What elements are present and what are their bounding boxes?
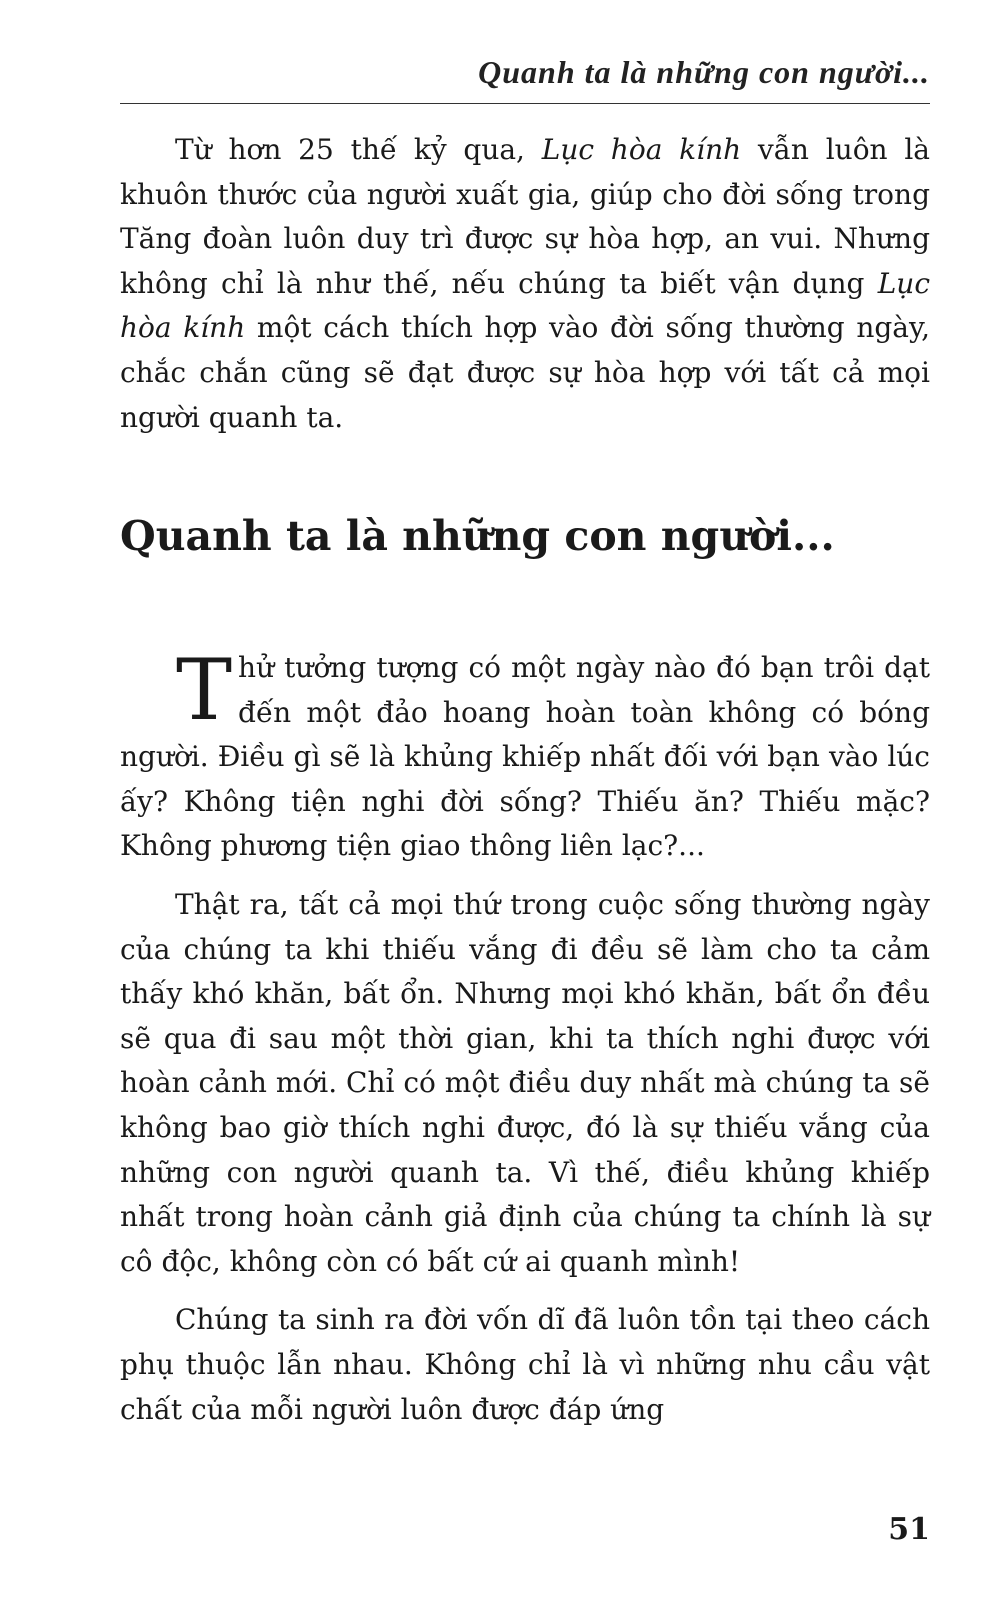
running-header: Quanh ta là những con người... bbox=[478, 54, 930, 90]
section-paragraph-1 bbox=[120, 641, 930, 869]
intro-block bbox=[120, 128, 930, 440]
section-paragraph-3: Chúng ta sinh ra đời vốn dĩ đã luôn tồn tại theo cách phụ thuộc lẫn nhau. Không chỉ là vì những nhu cầu vật chất của mỗi người luôn được đáp ứng bbox=[120, 1303, 930, 1426]
section-paragraph-2: Thật ra, tất cả mọi thứ trong cuộc sống thường ngày của chúng ta khi thiếu vắng đi đều sẽ làm cho ta cảm thấy khó khăn, bất ổn. Nhưng mọi khó khăn, bất ổn đều sẽ qua đi sau một thời gian, khi ta thích nghi được với hoàn cảnh mới. Chỉ có một điều duy nhất mà chúng ta sẽ không bao giờ thích nghi được, đó là sự thiếu vắng của những con người quanh ta. Vì thế, điều khủng khiếp nhất trong hoàn cảnh giả định của chúng ta chính là sự cô độc, không còn có bất cứ ai quanh mình! bbox=[120, 887, 930, 1278]
intro-term-2: Lục hòa kính bbox=[120, 266, 930, 345]
header-rule bbox=[120, 103, 930, 104]
drop-cap: T bbox=[176, 641, 233, 739]
book-page bbox=[120, 0, 930, 1600]
intro-text-part2: vẫn luôn là khuôn thước của người xuất gia, giúp cho đời sống trong Tăng đoàn luôn duy trì được sự hòa hợp, an vui. Nhưng không chỉ là như thế, nếu chúng ta biết vận dụng bbox=[120, 133, 930, 300]
section-paragraph-1-text: hử tưởng tượng có một ngày nào đó bạn trôi dạt đến một đảo hoang hoàn toàn không có bóng người. Điều gì sẽ là khủng khiếp nhất đối với bạn vào lúc ấy? Không tiện nghi đời sống? Thiếu ăn? Thiếu mặc? Không phương tiện giao thông liên lạc?... bbox=[120, 651, 930, 863]
intro-text-part1: Từ hơn 25 thế kỷ qua, bbox=[175, 133, 542, 166]
intro-paragraph bbox=[120, 128, 930, 440]
intro-term-1: Lục hòa kính bbox=[541, 133, 742, 166]
section-body bbox=[120, 641, 930, 1432]
intro-text-part3: một cách thích hợp vào đời sống thường ngày, chắc chắn cũng sẽ đạt được sự hòa hợp với tất cả mọi người quanh ta. bbox=[120, 311, 930, 434]
section-title: Quanh ta là những con người... bbox=[120, 512, 835, 560]
page-number: 51 bbox=[888, 1512, 930, 1547]
